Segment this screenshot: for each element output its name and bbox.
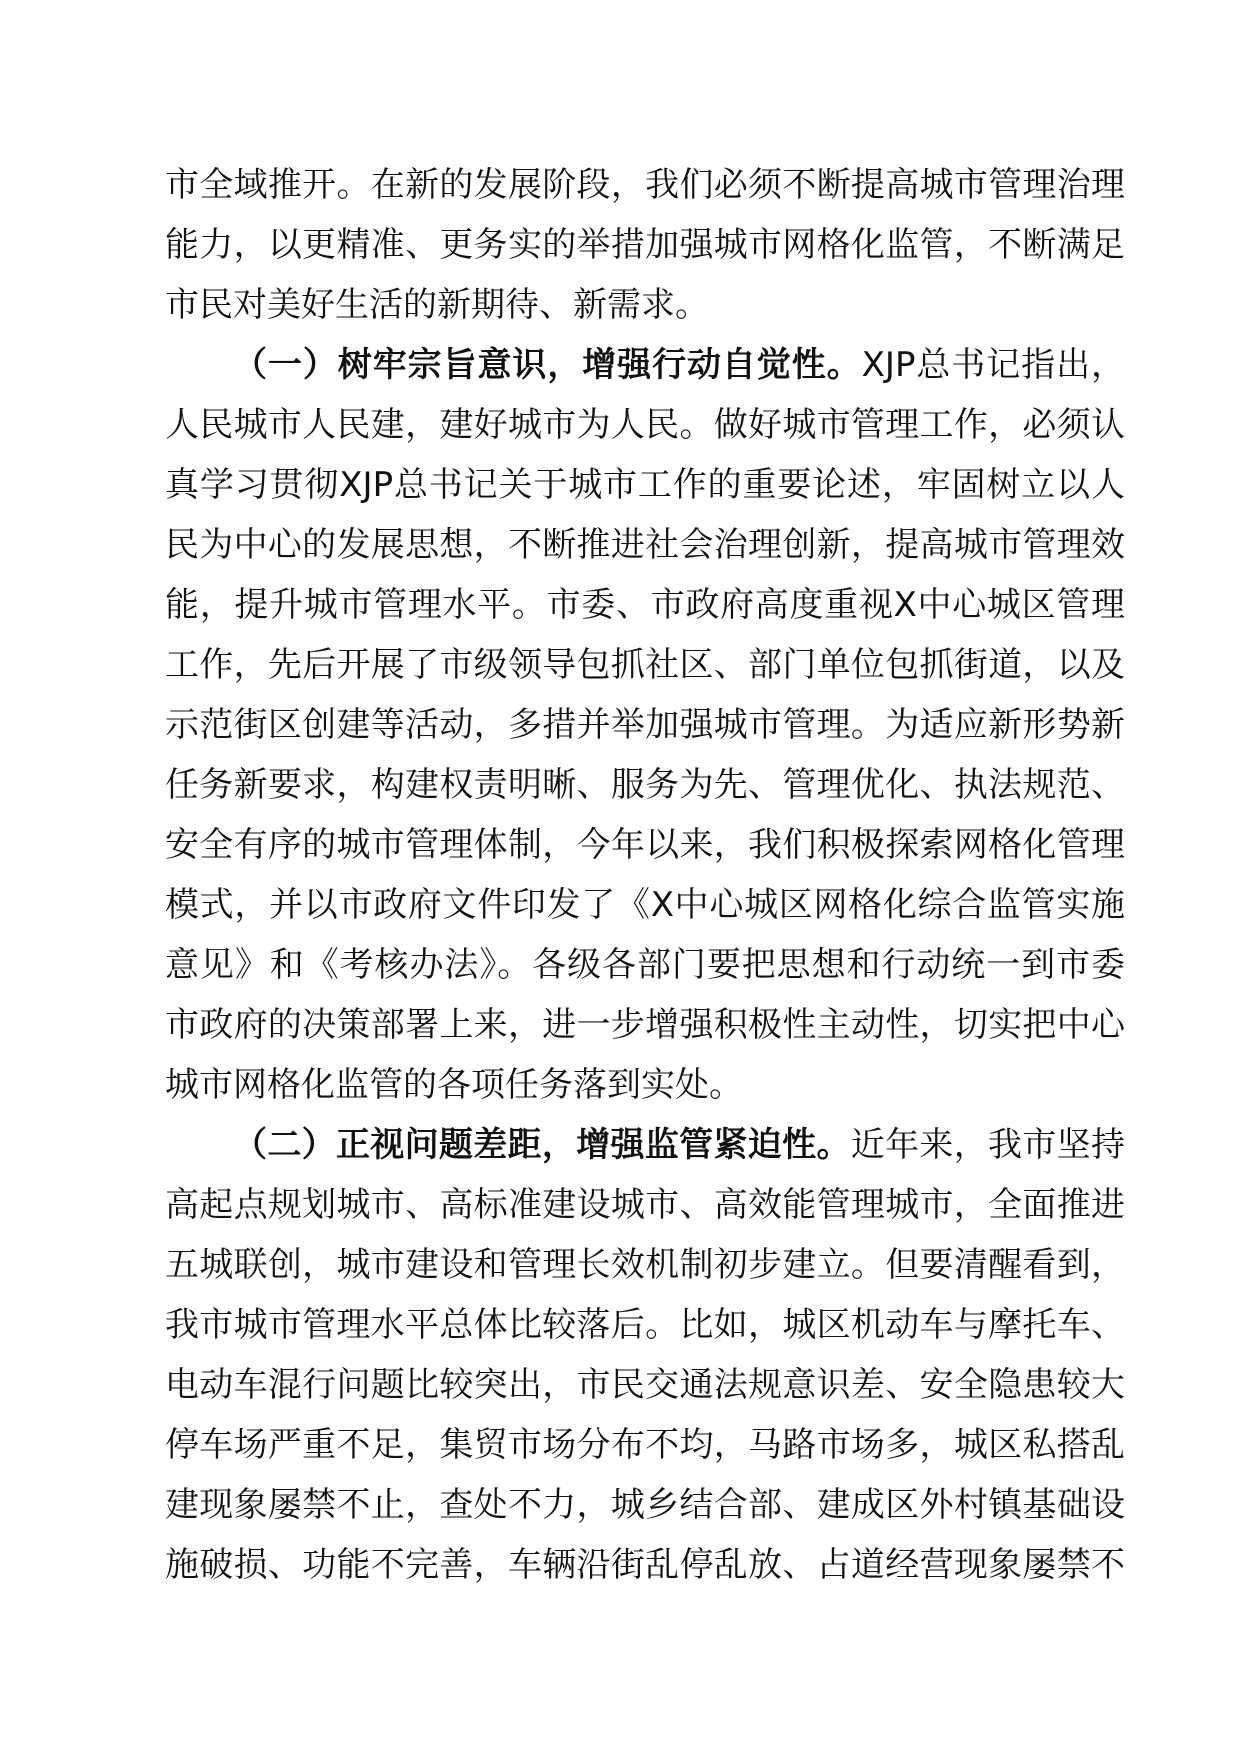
text-line: 停车场严重不足，集贸市场分布不均，马路市场多，城区私搭乱 — [165, 1425, 1125, 1465]
section-one-heading: （一）树牢宗旨意识，增强行动自觉性。 — [233, 345, 862, 385]
text-line: 能力，以更精准、更务实的举措加强城市网格化监管，不断满足 — [165, 225, 1125, 265]
text-line: 城市网格化监管的各项任务落到实处。 — [165, 1065, 743, 1105]
section-one-line — [165, 335, 1125, 395]
text-line: 电动车混行问题比较突出，市民交通法规意识差、安全隐患较大 — [165, 1365, 1125, 1405]
text-line: 施破损、功能不完善，车辆沿街乱停乱放、占道经营现象屡禁不 — [165, 1545, 1125, 1585]
text-line: 五城联创，城市建设和管理长效机制初步建立。但要清醒看到， — [165, 1245, 1125, 1285]
text-line: 我市城市管理水平总体比较落后。比如，城区机动车与摩托车、 — [165, 1305, 1125, 1345]
text-line: 市政府的决策部署上来，进一步增强积极性主动性，切实把中心 — [165, 1005, 1125, 1045]
text-line: 建现象屡禁不止，查处不力，城乡结合部、建成区外村镇基础设 — [165, 1485, 1125, 1525]
text-line: 模式，并以市政府文件印发了《X中心城区网格化综合监管实施 — [165, 885, 1125, 925]
section-one-lead: XJP总书记指出， — [861, 345, 1126, 385]
text-line: 能，提升城市管理水平。市委、市政府高度重视X中心城区管理 — [165, 585, 1125, 625]
text-line: 工作，先后开展了市级领导包抓社区、部门单位包抓街道，以及 — [165, 645, 1125, 685]
text-line: 安全有序的城市管理体制，今年以来，我们积极探索网格化管理 — [165, 825, 1125, 865]
text-line: 真学习贯彻XJP总书记关于城市工作的重要论述，牢固树立以人 — [165, 465, 1125, 505]
text-line: 人民城市人民建，建好城市为人民。做好城市管理工作，必须认 — [165, 405, 1125, 445]
document-body — [165, 155, 1125, 1595]
section-two-line — [165, 1115, 1125, 1175]
text-line: 意见》和《考核办法》。各级各部门要把思想和行动统一到市委 — [165, 945, 1125, 985]
text-line: 市全域推开。在新的发展阶段，我们必须不断提高城市管理治理 — [165, 165, 1125, 205]
text-line: 任务新要求，构建权责明晰、服务为先、管理优化、执法规范、 — [165, 765, 1125, 805]
section-two-heading: （二）正视问题差距，增强监管紧迫性。 — [233, 1125, 851, 1165]
section-two-lead: 近年来，我市坚持 — [850, 1125, 1126, 1165]
text-line: 示范街区创建等活动，多措并举加强城市管理。为适应新形势新 — [165, 705, 1125, 745]
text-line: 民为中心的发展思想，不断推进社会治理创新，提高城市管理效 — [165, 525, 1125, 565]
text-line: 市民对美好生活的新期待、新需求。 — [165, 285, 709, 325]
text-line: 高起点规划城市、高标准建设城市、高效能管理城市，全面推进 — [165, 1185, 1125, 1225]
